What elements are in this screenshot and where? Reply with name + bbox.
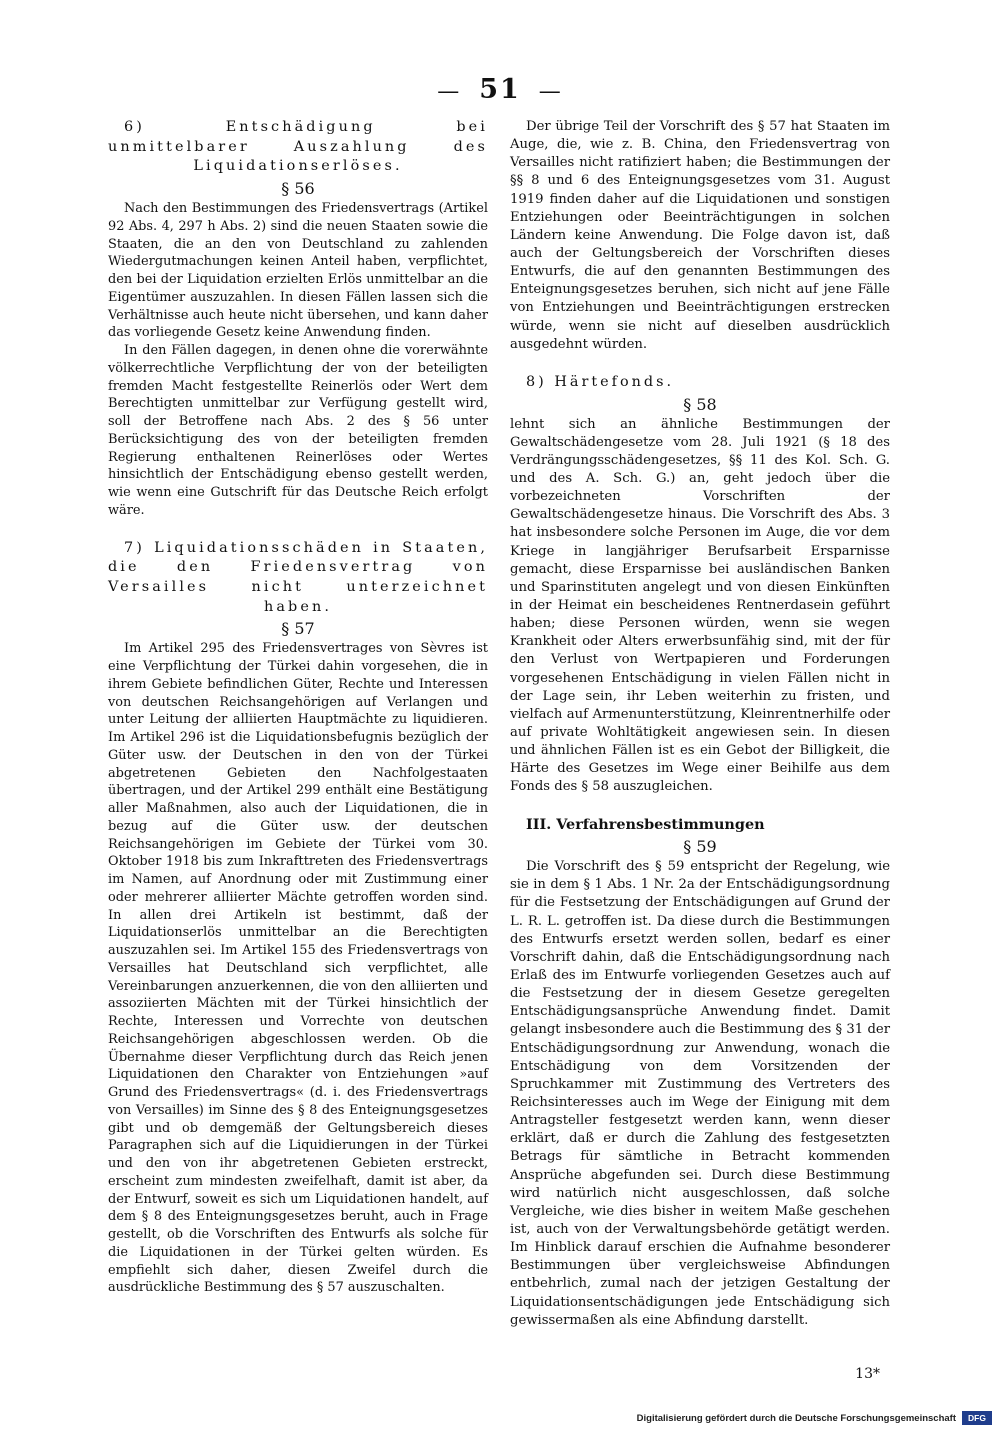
page-number — [0, 74, 1000, 105]
right-column — [510, 118, 890, 1330]
page-number-dash-right: — — [538, 79, 563, 104]
section-iii-heading: III. Verfahrensbestimmungen — [526, 816, 765, 834]
left-column — [108, 118, 488, 1297]
digitization-credit: Digitalisierung gefördert durch die Deutsche Forschungsgemeinschaft — [636, 1413, 956, 1424]
paragraph-57-sign: § 57 — [281, 619, 315, 639]
paragraph-58-text: lehnt sich an ähnliche Bestimmungen der Gewaltschädengesetze vom 28. Juli 1921 (§ 18 des Verdrängungsschädengesetzes, §§ 11 des Kol. Sch. G. und des A. Sch. G.) an, geht jedoch über die vorbezeichneten Vorschriften der Gewaltschädengesetze hinaus. Die Vorschrift des Abs. 3 hat insbesondere solche Personen im Auge, die vor dem Kriege in langjähriger Berufsarbeit Ersparnisse gemacht, diese Ersparnisse bei ausländischen Banken und Sparinstituten angelegt und von diesen Einkünften in der Heimat ein bescheidenes Rentnerdasein geführt haben; diese Personen würden, wenn sie wegen Krankheit oder Alters erwerbsunfähig sind, mit der für den Verlust von Wertpapieren und Forderungen vorgesehenen Entschädigung in vielen Fällen nicht in der Lage sein, ihr Leben weiterhin zu fristen, und vielfach auf Armenunterstützung, Kleinrentnerhilfe oder auf private Wohltätigkeit angewiesen sein. In diesen und ähnlichen Fällen ist es ein Gebot der Billigkeit, die Härte des Gesetzes im Wege einer Beihilfe aus dem Fonds des § 58 auszugleichen. — [510, 416, 890, 795]
paragraph-57-text-1: Im Artikel 295 des Friedensvertrages von Sèvres ist eine Verpflichtung der Türkei dahin vorgesehen, die in ihrem Gebiete befindlichen Güter, Rechte und Interessen von deutschen Reichsangehörigen auf Verlangen und unter Leitung der alliierten Hauptmächte zu liquidieren. Im Artikel 296 ist die Liquidationsbefugnis bezüglich der Güter usw. der Deutschen in den von der Türkei abgetretenen Gebieten den Nachfolgestaaten übertragen, und der Artikel 299 enthält eine Bestätigung aller Maßnahmen, also auch der Liquidationen, die in bezug auf die Güter usw. der deutschen Reichsangehörigen im Gebiete der Türkei vom 30. Oktober 1918 bis zum Inkrafttreten des Friedensvertrags im Namen, auf Anordnung oder mit Zustimmung einer oder mehrerer alliierter Mächte getroffen worden sind. In allen drei Artikeln ist bestimmt, daß der Liquidationserlös unmittelbar an die Berechtigten auszuzahlen sei. Im Artikel 155 des Friedensvertrags von Versailles hat Deutschland sich verpflichtet, alle Vereinbarungen anzuerkennen, die von den alliierten und assoziierten Mächten mit der Türkei hinsichtlich der Rechte, Interessen und Vorrechte von deutschen Reichsangehörigen abgeschlossen werden. Ob die Übernahme dieser Verpflichtung durch das Reich jenen Liquidationen den Charakter von Entziehungen »auf Grund des Friedensvertrags« (d. i. des Friedensvertrags von Versailles) im Sinne des § 8 des Enteignungsgesetzes gibt und ob demgemäß der Geltungsbereich dieses Paragraphen sich auf die Liquidierungen in der Türkei und den von ihr abgetretenen Gebieten erstreckt, erscheint zum mindesten zweifelhaft, damit ist aber, da der Entwurf, soweit es sich um Liquidationen handelt, auf dem § 8 des Enteignungsgesetzes beruht, auch in Frage gestellt, ob die Vorschriften des Entwurfs als solche für die Liquidationen in der Türkei gelten würden. Es empfiehlt sich daher, diesen Zweifel durch die ausdrückliche Bestimmung des § 57 auszuschalten. — [108, 641, 488, 1296]
page-number-value: 51 — [479, 74, 521, 105]
section-8-heading: 8) Härtefonds. — [526, 373, 675, 390]
dfg-logo: DFG — [962, 1411, 992, 1425]
paragraph-59-sign: § 59 — [683, 837, 717, 857]
paragraph-56-sign: § 56 — [281, 179, 315, 199]
page-number-dash-left: — — [437, 79, 462, 104]
paragraph-56-text-2: In den Fällen dagegen, in denen ohne die vorerwähnte völkerrechtliche Verpflichtung der von der beteiligten fremden Macht festgestellte Reinerlös oder Wert dem Berechtigten unmittelbar zur Verfügung gestellt wird, soll der Betroffene nach Abs. 2 des § 56 unter Berücksichtigung des von der beteiligten fremden Regierung enthaltenen Reinerlöses oder Wertes hinsichtlich der Entschädigung ebenso gestellt werden, wie wenn eine Gutschrift für das Deutsche Reich erfolgt wäre. — [108, 343, 488, 518]
signature-mark: 13* — [855, 1366, 880, 1382]
paragraph-58-sign: § 58 — [683, 394, 717, 414]
paragraph-59-text: Die Vorschrift des § 59 entspricht der Regelung, wie sie in dem § 1 Abs. 1 Nr. 2a der Entschädigungsordnung für die Festsetzung der Entschädigungen auf Grund der L. R. L. getroffen ist. Da diese durch die Bestimmungen des Entwurfs ersetzt werden sollen, bedarf es einer Vorschrift dahin, daß die Entschädigungsordnung nach Erlaß des im Entwurfe vorliegenden Gesetzes auch auf die Festsetzung der in diesem Gesetze geregelten Entschädigungsansprüche Anwendung findet. Damit gelangt insbesondere auch die Bestimmung des § 31 der Entschädigungsordnung zur Anwendung, wonach die Entschädigung von dem Vorsitzenden der Spruchkammer mit Zustimmung des Vertreters des Reichsinteresses auch im Wege der Einigung mit dem Antragsteller festgesetzt werden kann, wenn dieser erklärt, daß er durch die Zahlung des festgesetzten Betrags für sämtliche in Betracht kommenden Ansprüche abgefunden sei. Durch diese Bestimmung wird natürlich nicht ausgeschlossen, daß solche Vergleiche, wie dies bisher in weitem Maße geschehen ist, auch von der Verwaltungsbehörde getätigt werden. Im Hinblick darauf erschien die Aufnahme besonderer Bestimmungen über vergleichsweise Abfindungen entbehrlich, zumal nach der jetzigen Gestaltung der Liquidationsentschädigungen jede Entschädigung sich gewissermaßen als eine Abfindung darstellt. — [510, 859, 890, 1328]
section-6-heading: 6) Entschädigung bei unmittelbarer Auszahlung des Liquidationserlöses. — [108, 119, 488, 175]
paragraph-56-text-1: Nach den Bestimmungen des Friedensvertrags (Artikel 92 Abs. 4, 297 h Abs. 2) sind die neuen Staaten sowie die Staaten, die an den von Deutschland zu zahlenden Wiedergutmachungen keinen Anteil haben, verpflichtet, den bei der Liquidation erzielten Erlös unmittelbar an die Eigentümer auszuzahlen. In diesen Fällen lassen sich die Verhältnisse auch heute nicht übersehen, und kann daher das vorliegende Gesetz keine Anwendung finden. — [108, 201, 488, 341]
paragraph-57-text-2: Der übrige Teil der Vorschrift des § 57 hat Staaten im Auge, die, wie z. B. China, den Friedensvertrag von Versailles nicht ratifiziert haben; die Bestimmungen der §§ 8 und 6 des Enteignungsgesetzes vom 31. August 1919 finden daher auf die Liquidationen und sonstigen Entziehungen oder Beeinträchtigungen in solchen Ländern keine Anwendung. Die Folge davon ist, daß auch der Geltungsbereich der Vorschriften dieses Entwurfs, die auf den genannten Bestimmungen des Enteignungsgesetzes beruhen, sich nicht auf jene Fälle von Entziehungen und Beeinträchtigungen erstrecken würde, wenn sie nicht auf dieselben ausdrücklich ausgedehnt würden. — [510, 119, 890, 352]
section-7-heading: 7) Liquidationsschäden in Staaten, die den Friedensvertrag von Versailles nicht unterzeichnet haben. — [108, 539, 488, 615]
